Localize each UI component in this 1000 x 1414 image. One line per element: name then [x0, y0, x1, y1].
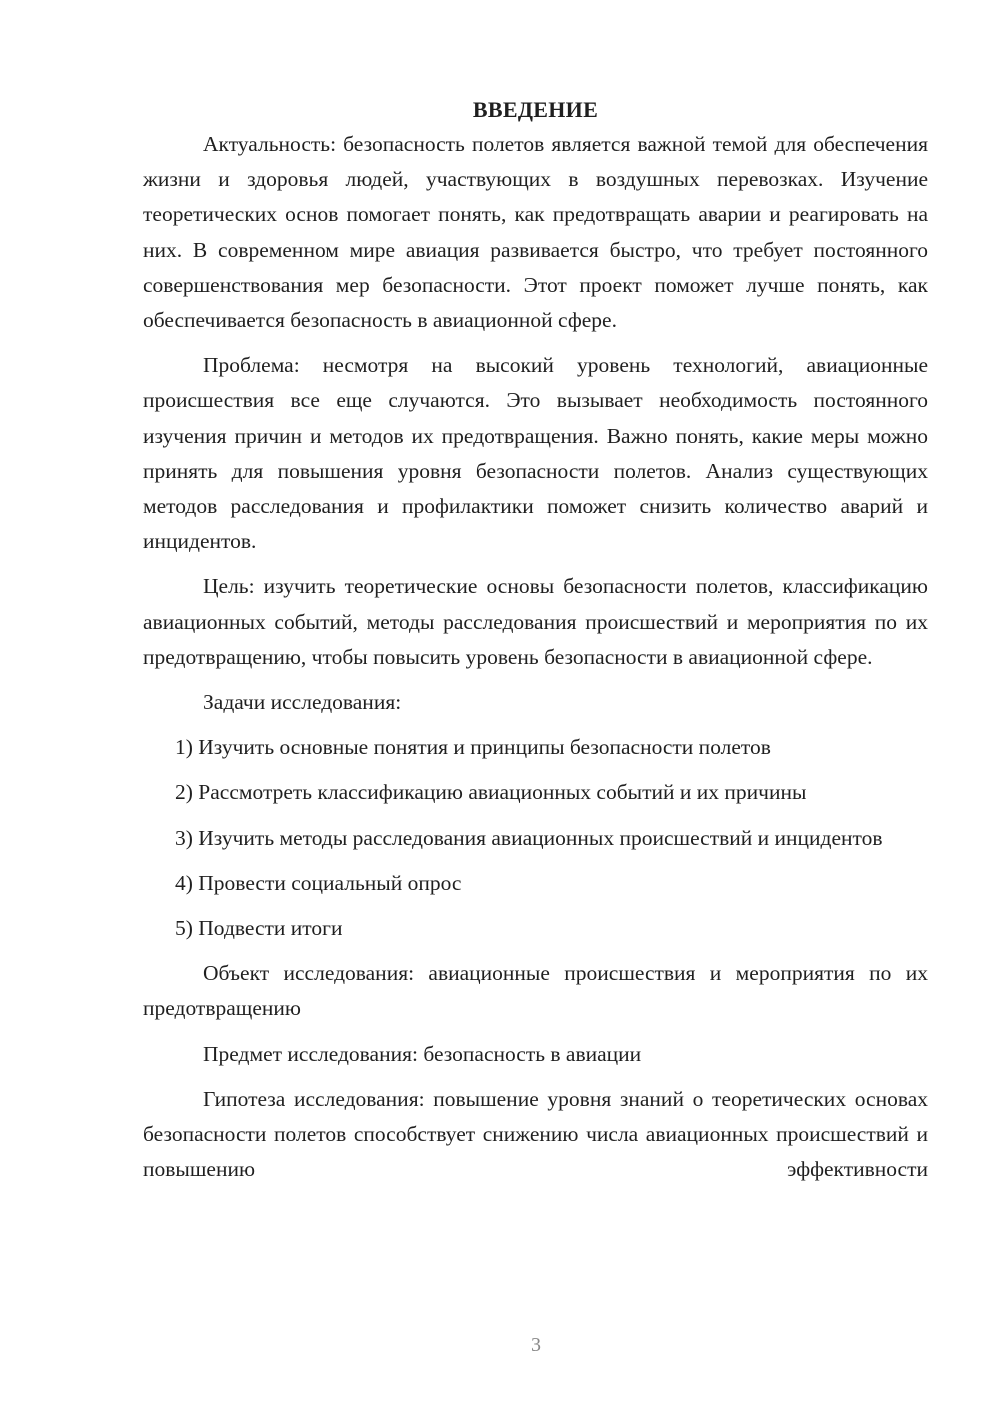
tasks-heading: Задачи исследования: [203, 690, 402, 715]
task-item-4: 4) Провести социальный опрос [175, 870, 462, 895]
section-title: ВВЕДЕНИЕ [472, 97, 599, 122]
page-number: 3 [531, 1334, 541, 1356]
task-item-1: 1) Изучить основные понятия и принципы безопасности полетов [175, 735, 771, 760]
paragraph-hypothesis: Гипотеза исследования: повышение уровня знаний о теоретических основах безопасности полетов способствует снижению числа авиационных происшествий и повышению эффективности [143, 1086, 928, 1182]
document-page [143, 92, 928, 1197]
task-item-3: 3) Изучить методы расследования авиационных происшествий и инцидентов [175, 825, 883, 850]
paragraph-relevance: Актуальность: безопасность полетов является важной темой для обеспечения жизни и здоровья людей, участвующих в воздушных перевозках. Изучение теоретических основ помогает понять, как предотвращать аварии и реагировать на них. В современном мире авиация развивается быстро, что требует постоянного совершенствования мер безопасности. Этот проект поможет лучше понять, как обеспечивается безопасность в авиационной сфере. [143, 132, 928, 333]
paragraph-subject: Предмет исследования: безопасность в авиации [203, 1041, 642, 1066]
paragraph-problem: Проблема: несмотря на высокий уровень технологий, авиационные происшествия все еще случаются. Это вызывает необходимость постоянного изучения причин и методов их предотвращения. Важно понять, какие меры можно принять для повышения уровня безопасности полетов. Анализ существующих методов расследования и профилактики поможет снизить количество аварий и инцидентов. [143, 353, 928, 554]
task-item-5: 5) Подвести итоги [175, 916, 343, 941]
paragraph-object: Объект исследования: авиационные происшествия и мероприятия по их предотвращению [143, 961, 928, 1021]
paragraph-goal: Цель: изучить теоретические основы безопасности полетов, классификацию авиационных событий, методы расследования происшествий и мероприятия по их предотвращению, чтобы повысить уровень безопасности в авиационной сфере. [143, 574, 928, 669]
task-item-2: 2) Рассмотреть классификацию авиационных событий и их причины [175, 780, 807, 805]
